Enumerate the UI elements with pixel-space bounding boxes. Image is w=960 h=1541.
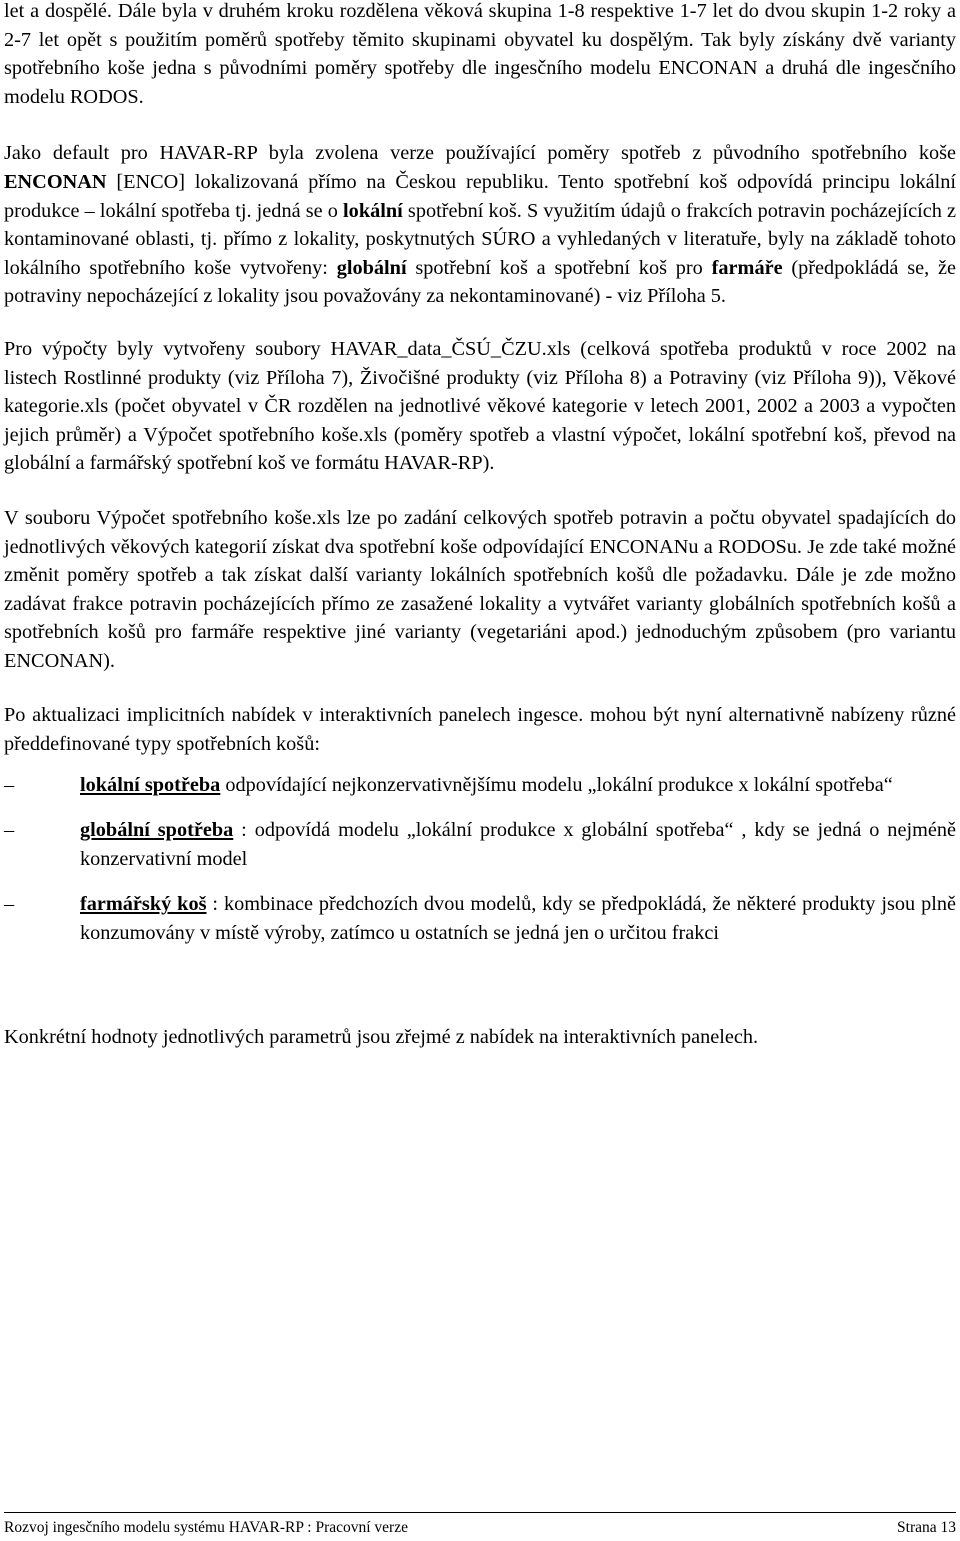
paragraph-6: Konkrétní hodnoty jednotlivých parametrů jsou zřejmé z nabídek na interaktivních panelech. (4, 1025, 759, 1048)
paragraph-2-bold-globalni: globální (336, 256, 407, 279)
paragraph-4: V souboru Výpočet spotřebního koše.xls lze po zadání celkových spotřeb potravin a počtu obyvatel spadajících do jednotlivých věkových kategorií získat dva spotřební koše odpovídající ENCONANu a RODOSu. Je zde také možné změnit poměry spotřeb a tak získat další varianty lokálních spotřebních košů dle požadavku. Dále je zde možno zadávat frakce potravin pocházejících přímo ze zasažené lokality a vytvářet varianty globálních spotřebních košů a spotřebních košů pro farmáře respektive jiné varianty (vegetariáni apod.) jednoduchým způsobem (pro variantu ENCONAN). (4, 506, 956, 672)
list-item-text: : odpovídá modelu „lokální produkce x globální spotřeba“ , kdy se jedná o nejméně konzervativní model (80, 819, 957, 870)
paragraph-2-bold-enconan: ENCONAN (4, 170, 107, 193)
paragraph-5: Po aktualizaci implicitních nabídek v interaktivních panelech ingesce. mohou být nyní alternativně nabízeny různé předdefinované typy spotřebních košů: (4, 704, 956, 756)
list-item-term: farmářský koš (80, 893, 207, 916)
paragraph-2-text-3: spotřební koš. S využitím údajů o frakcích potravin pocházejících z kontaminované oblasti, tj. přímo z lokality, poskytnutých SÚRO a vyhledaných v literatuře, byly na základě tohoto lokálního spotřebního koše vytvořeny: (4, 199, 956, 279)
list-item-term: globální spotřeba (80, 819, 234, 842)
paragraph-1: let a dospělé. Dále byla v druhém kroku rozdělena věková skupina 1-8 respektive 1-7 let do dvou skupin 1-2 roky a 2-7 let opět s použitím poměrů spotřeby těmito skupinami obyvatel ku dospělým. Tak byly získány dvě varianty spotřebního koše jedna s původními poměry spotřeby dle ingesčního modelu ENCONAN a druhá dle ingesčního modelu RODOS. (4, 0, 956, 108)
list-item-term: lokální spotřeba (80, 773, 221, 796)
list-dash: – (4, 819, 15, 842)
paragraph-2 (4, 139, 956, 311)
list-dash: – (4, 893, 15, 916)
paragraph-3: Pro výpočty byly vytvořeny soubory HAVAR_data_ČSÚ_ČZU.xls (celková spotřeba produktů v roce 2002 na listech Rostlinné produkty (viz Příloha 7), Živočišné produkty (viz Příloha 8) a Potraviny (viz Příloha 9)), Věkové kategorie.xls (počet obyvatel v ČR rozdělen na jednotlivé věkové kategorie v letech 2001, 2002 a 2003 a vypočten jejich průměr) a Výpočet spotřebního koše.xls (poměry spotřeb a vlastní výpočet, lokální spotřební koš, převod na globální a farmářský spotřební koš ve formátu HAVAR-RP). (4, 337, 956, 475)
page-footer (4, 1518, 956, 1538)
paragraph-2-text-4: spotřební koš a spotřební koš pro (406, 256, 712, 279)
document-page (4, 0, 956, 1051)
list-item (4, 771, 956, 800)
paragraph-2-text-1: Jako default pro HAVAR-RP byla zvolena verze používající poměry spotřeb z původního spotřebního koše (4, 142, 956, 165)
page-number: Strana 13 (897, 1519, 956, 1536)
list-item-text: odpovídající nejkonzervativnějšímu modelu „lokální produkce x lokální spotřeba“ (220, 773, 893, 796)
paragraph-2-bold-farmare: farmáře (711, 256, 783, 279)
list-item-text: : kombinace předchozích dvou modelů, kdy se předpokládá, že některé produkty jsou plně konzumovány v místě výroby, zatímco u ostatních se jedná jen o určitou frakci (80, 893, 956, 945)
basket-type-list (4, 771, 956, 948)
list-dash: – (4, 773, 15, 796)
list-item (4, 816, 956, 873)
paragraph-2-text-2: [ENCO] lokalizovaná přímo na Českou republiku. Tento spotřební koš odpovídá principu lokální produkce – lokální spotřeba tj. jedná se o (4, 170, 956, 222)
list-item (4, 890, 956, 947)
footer-title: Rozvoj ingesčního modelu systému HAVAR-RP : Pracovní verze (4, 1519, 408, 1536)
paragraph-2-text-5: (předpokládá se, že potraviny nepocházející z lokality jsou považovány za nekontaminované) - viz Příloha 5. (4, 256, 957, 308)
footer-divider (4, 1512, 956, 1513)
paragraph-2-bold-lokalni: lokální (343, 199, 403, 222)
